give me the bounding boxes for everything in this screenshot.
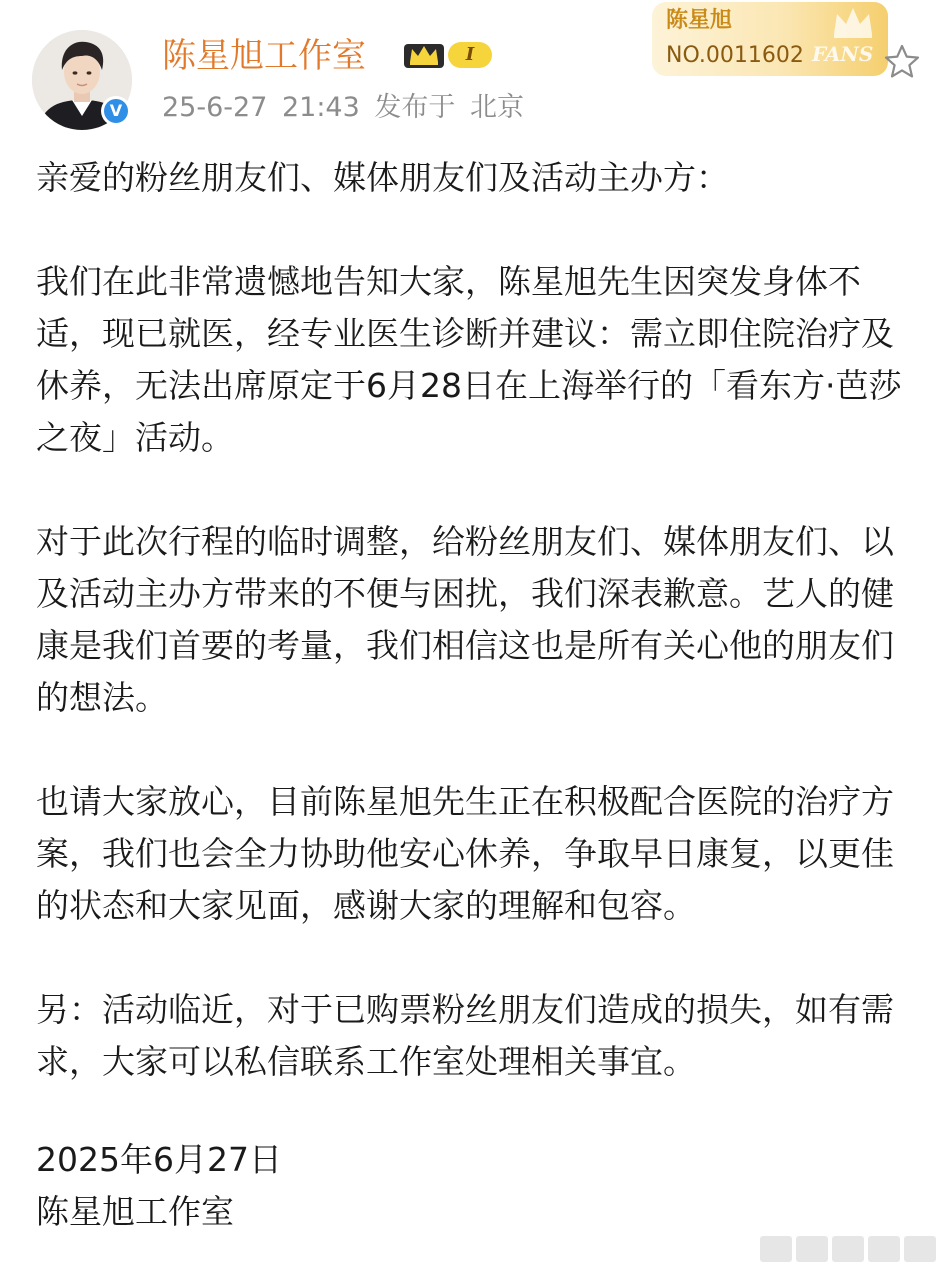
fans-card-name: 陈星旭 [666,8,733,33]
paragraph-reassurance: 也请大家放心，目前陈星旭先生正在积极配合医院的治疗方案，我们也会全力协助他安心休养，争取早日康复，以更佳的状态和大家见面，感谢大家的理解和包容。 [36,782,894,925]
paragraph-notice: 我们在此非常遗憾地告知大家，陈星旭先生因突发身体不适，现已就医，经专业医生诊断并建议：需立即住院治疗及休养，无法出席原定于6月28日在上海举行的「看东方·芭莎之夜」活动。 [36,262,902,457]
fans-card[interactable] [652,2,888,76]
post-location: 发布于 北京 [374,92,524,123]
paragraph-refund: 另：活动临近，对于已购票粉丝朋友们造成的损失，如有需求，大家可以私信联系工作室处理相关事宜。 [36,990,894,1081]
post-meta [162,88,524,128]
crown-icon [402,38,448,72]
star-icon [882,42,922,82]
paragraph-apology: 对于此次行程的临时调整，给粉丝朋友们、媒体朋友们、以及活动主办方带来的不便与困扰，我们深表歉意。艺人的健康是我们首要的考量，我们相信这也是所有关心他的朋友们的想法。 [36,522,894,717]
crown-icon [828,4,878,40]
fans-card-word: FANS [812,42,874,66]
vip-badge[interactable] [402,38,502,72]
post-signature: 陈星旭工作室 [36,1192,234,1231]
post-timestamp: 25-6-27 21:43 [162,92,360,123]
post-body [36,152,926,1238]
author-name[interactable]: 陈星旭工作室 [162,36,366,76]
verified-badge [101,96,131,126]
fans-card-number: NO.0011602 [666,43,804,68]
favorite-button[interactable] [882,42,922,82]
greeting: 亲爱的粉丝朋友们、媒体朋友们及活动主办方： [36,158,729,197]
post-date: 2025年6月27日 [36,1140,282,1179]
vip-level-tag: I [448,42,492,68]
watermark [760,1236,936,1262]
verified-v-icon: V [104,99,128,123]
